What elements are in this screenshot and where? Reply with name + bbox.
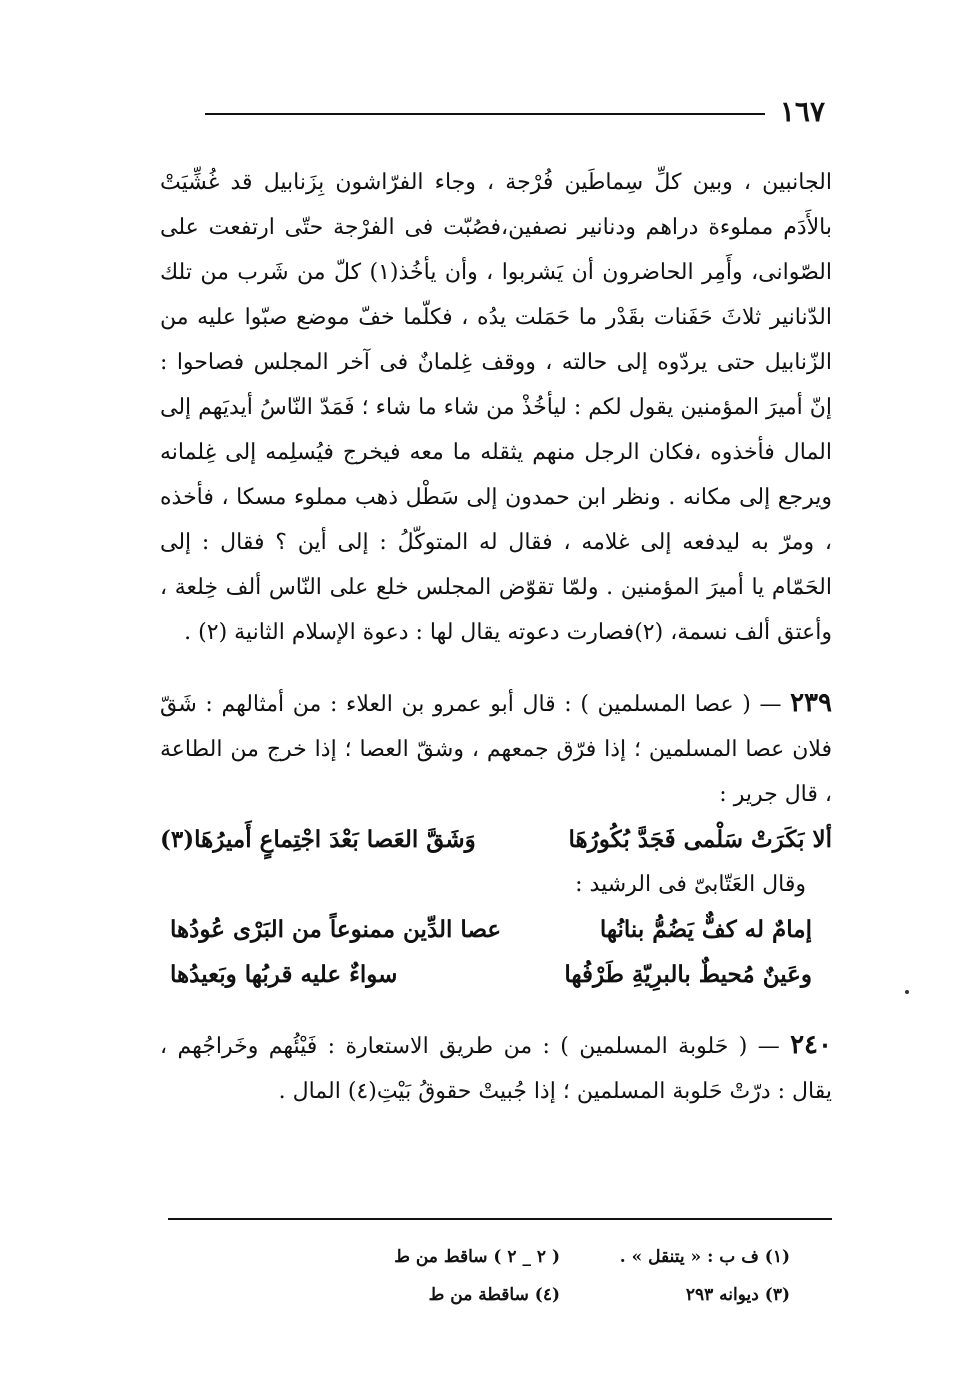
entry-239: [160, 681, 832, 817]
footnote-row-2: [330, 1276, 790, 1314]
page-header: [205, 92, 825, 132]
entry-text-240: — ( حَلوبة المسلمين ) : من طريق الاستعارة : فَيْئُهم وخَراجُهم ، يقال : درّتْ حَلوبة المسلمين ؛ إذا جُبيتْ حقوقُ بَيْتِ(٤) المال .: [160, 1034, 832, 1104]
footnote-row-1: [330, 1238, 790, 1276]
footnote-3: (٣) ديوانه ٢٩٣: [685, 1285, 790, 1305]
entry-number-239: ٢٣٩: [790, 688, 832, 718]
margin-dot: [905, 990, 909, 994]
verse-attabi-2: [160, 952, 832, 997]
paragraph-feast: الجانبين ، وبين كلِّ سِماطَين فُرْجة ، وجاء الفرّاشون بِزَنابيل قد غُشِّيَتْ بالأَدَم مملوءة دراهم ودنانير نصفين،فصُبّت فى الفرْجة حتّى ارتفعت على الصّوانى، وأَمِر الحاضرون أن يَشربوا ، وأن يأخُذ(١) كلّ من شَرب من تلك الدّنانير ثلاثَ حَفَنات بقَدْر ما حَمَلت يدُه ، فكلّما خفّ موضع صبّوا عليه من الزّنابيل حتى يردّوه إلى حالته ، ووقف غِلمانٌ فى آخر المجلس فصاحوا : إنّ أميرَ المؤمنين يقول لكم : ليأخُذْ من شاء ما شاء ؛ فَمَدّ النّاسُ أيديَهم إلى المال فأخذوه ،فكان الرجل منهم يثقله ما معه فيخرج فيُسلِمه إلى غِلمانه ويرجع إلى مكانه . ونظر ابن حمدون إلى سَطْل ذهب مملوء مسكا ، فأخذه ، ومرّ به ليدفعه إلى غلامه ، فقال له المتوكّلُ : إلى أين ؟ فقال : إلى الحَمّام يا أميرَ المؤمنين . ولمّا تقوّض المجلس خلع على النّاس ألف خِلعة ، وأعتق ألف نسمة، (٢)فصارت دعوته يقال لها : دعوة الإسلام الثانية (٢) .: [160, 170, 833, 645]
entry-number-240: ٢٤٠: [790, 1030, 832, 1060]
body-text: [160, 160, 832, 1114]
footnotes: [330, 1238, 790, 1314]
verse-jarir-second-half: وَشَقَّ العَصا بَعْدَ اجْتِماعٍ أَميرُهَا(٣): [160, 826, 476, 853]
verse-attabi-2-second-half: سواءٌ عليه قربُها وبَعيدُها: [170, 961, 398, 988]
page-number: ١٦٧: [779, 95, 825, 128]
entry-text-239: — ( عصا المسلمين ) : قال أبو عمرو بن العلاء : من أمثالهم : شَقّ فلان عصا المسلمين ؛ إذا فرّق جمعهم ، وشقّ العصا ؛ إذا خرج من الطاعة ، قال جرير :: [160, 692, 832, 807]
footnote-rule: [168, 1218, 832, 1220]
verse-jarir-first-half: ألا بَكَرَتْ سَلْمى فَجَدَّ بُكُورُهَا: [568, 826, 832, 853]
header-rule: [205, 113, 765, 115]
verse-attabi-1: [160, 907, 832, 952]
entry-240: [160, 1023, 832, 1114]
verse-intro-attabi: وقال العَتّابىّ فى الرشيد :: [575, 872, 806, 897]
verse-jarir: [160, 817, 832, 862]
verse-attabi-1-second-half: عصا الدِّين ممنوعاً من البَرْى عُودُها: [170, 916, 502, 943]
footnote-2: ( ٢ _ ٢ ) ساقط من ط: [394, 1247, 560, 1267]
verse-attabi-2-first-half: وعَينٌ مُحيطٌ بالبرِيّةِ طَرْفُها: [564, 961, 812, 988]
footnote-1: (١) ف ب : « يتنقل » .: [619, 1247, 790, 1267]
footnote-4: (٤) ساقطة من ط: [428, 1285, 560, 1305]
verse-attabi-1-first-half: إمامٌ له كفٌّ يَضُمُّ بنانُها: [599, 916, 812, 943]
